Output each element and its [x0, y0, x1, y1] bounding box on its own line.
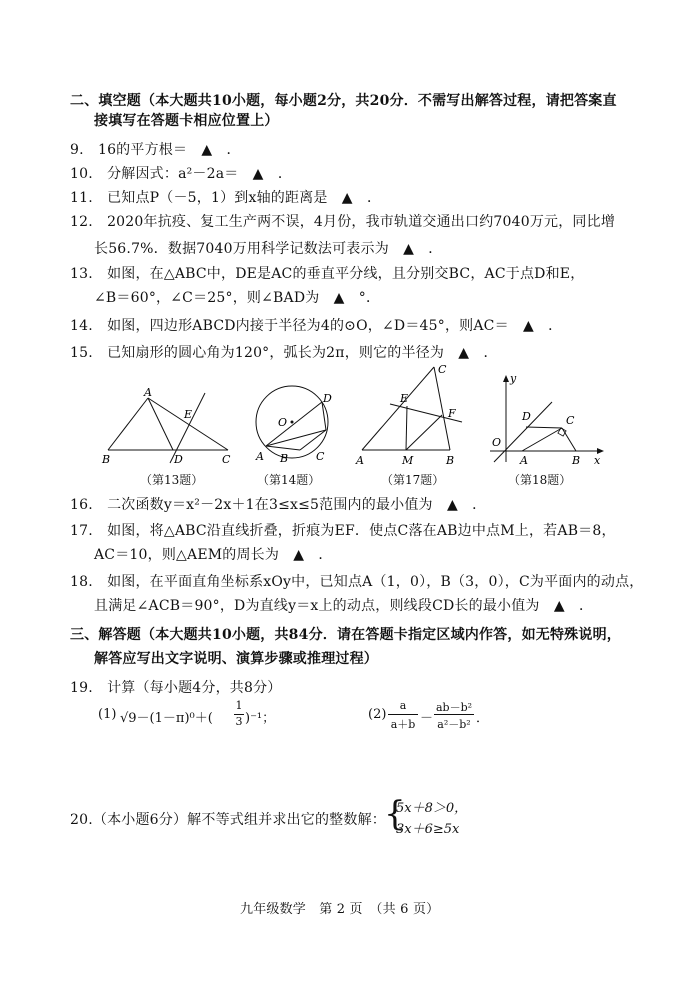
figure-14	[250, 380, 340, 465]
q19-part1-frac-num: 1	[235, 699, 243, 712]
q19-part1-tail: )⁻¹；	[245, 711, 276, 726]
label-o: O	[278, 416, 288, 429]
question-13-line2: ∠B＝60°，∠C＝25°，则∠BAD为 ▲ °．	[94, 290, 381, 306]
label-a: A	[356, 454, 364, 467]
question-13-line1: 13. 如图，在△ABC中，DE是AC的垂直平分线，且分别交BC，AC于点D和E，	[70, 266, 585, 282]
question-18-line1: 18. 如图，在平面直角坐标系xOy中，已知点A（1，0），B（3，0），C为平面内的动点，	[70, 574, 644, 590]
section3-heading-line2: 解答应写出文字说明、演算步骤或推理过程）	[94, 651, 378, 667]
section2-heading-line2: 接填写在答题卡相应位置上）	[94, 113, 279, 129]
question-17-line1: 17. 如图，将△ABC沿直线折叠，折痕为EF．使点C落在AB边中点M上，若AB＝8，	[70, 523, 616, 539]
label-c: C	[438, 363, 447, 376]
caption-13: （第13题）	[140, 473, 204, 487]
section3-heading-line1: 三、解答题（本大题共10小题，共84分．请在答题卡指定区域内作答，如无特殊说明，	[70, 627, 621, 643]
label-d: D	[323, 392, 332, 405]
q19-part2-minus: －	[420, 711, 434, 726]
label-b: B	[280, 452, 289, 465]
q19-part1-expr: √9－(1－π)⁰＋(	[120, 711, 213, 726]
question-20: 20.（本小题6分）解不等式组并求出它的整数解：	[70, 812, 386, 828]
question-10: 10. 分解因式：a²－2a＝ ▲ ．	[70, 166, 293, 182]
label-f: F	[448, 407, 456, 420]
figure-18	[482, 372, 610, 467]
q19-part2-frac1-num: a	[399, 699, 407, 712]
question-9: 9. 16的平方根＝ ▲ ．	[70, 142, 241, 158]
label-e: E	[184, 408, 193, 421]
q19-part2-label: (2)	[368, 707, 387, 722]
label-m: M	[402, 454, 414, 467]
label-b: B	[572, 454, 581, 467]
q19-part1-label: (1)	[98, 707, 117, 722]
q19-part1-frac-den: 3	[235, 715, 243, 728]
q20-inequality-2: 3x＋6≥5x	[396, 822, 460, 837]
q19-part2-frac1-bar	[388, 714, 418, 715]
question-17-line2: AC＝10，则△AEM的周长为 ▲ ．	[94, 547, 333, 563]
label-d: D	[174, 453, 183, 465]
label-o: O	[492, 436, 502, 449]
q19-part2-frac2-bar	[434, 714, 474, 715]
label-a: A	[256, 450, 264, 463]
section2-heading-line1: 二、填空题（本大题共10小题，每小题2分，共20分．不需写出解答过程，请把答案直	[70, 93, 617, 109]
question-14: 14. 如图，四边形ABCD内接于半径为4的⊙O，∠D＝45°，则AC＝ ▲ ．	[70, 318, 563, 334]
question-19-title: 19. 计算（每小题4分，共8分）	[70, 680, 282, 696]
label-d: D	[522, 410, 531, 423]
label-a: A	[144, 386, 152, 399]
label-b: B	[102, 453, 111, 465]
caption-14: （第14题）	[257, 473, 321, 487]
q19-part2-end: ．	[476, 711, 490, 726]
label-y: y	[510, 372, 517, 385]
inequality-brace: {	[384, 794, 406, 834]
label-c: C	[566, 414, 575, 427]
q19-part2-frac2-den: a²－b²	[437, 718, 471, 731]
question-18-line2: 且满足∠ACB＝90°，D为直线y＝x上的动点，则线段CD长的最小值为 ▲ ．	[94, 598, 594, 614]
label-c: C	[222, 453, 231, 465]
q19-part2-frac1-den: a＋b	[390, 718, 416, 731]
label-c: C	[316, 450, 325, 463]
q20-inequality-1: 5x＋8＞0，	[396, 801, 468, 816]
question-12-line1: 12. 2020年抗疫、复工生产两不误，4月份，我市轨道交通出口约7040万元，同比增	[70, 214, 616, 230]
question-12-line2: 长56.7%．数据7040万用科学记数法可表示为 ▲ ．	[94, 241, 443, 257]
figure-13	[100, 385, 240, 465]
caption-17: （第17题）	[381, 473, 445, 487]
label-x: x	[594, 454, 601, 467]
question-11: 11. 已知点P（－5，1）到x轴的距离是 ▲ ．	[70, 190, 382, 206]
label-e: E	[400, 392, 409, 405]
figure-17	[352, 362, 470, 467]
label-a: A	[520, 454, 528, 467]
caption-18: （第18题）	[508, 473, 572, 487]
label-b: B	[446, 454, 455, 467]
question-15: 15. 已知扇形的圆心角为120°，弧长为2π，则它的半径为 ▲ ．	[70, 345, 498, 361]
q19-part2-frac2-num: ab－b²	[435, 701, 473, 714]
question-16: 16. 二次函数y＝x²－2x＋1在3≤x≤5范围内的最小值为 ▲ ．	[70, 497, 487, 513]
page-footer: 九年级数学 第 2 页 （共 6 页）	[240, 902, 440, 917]
